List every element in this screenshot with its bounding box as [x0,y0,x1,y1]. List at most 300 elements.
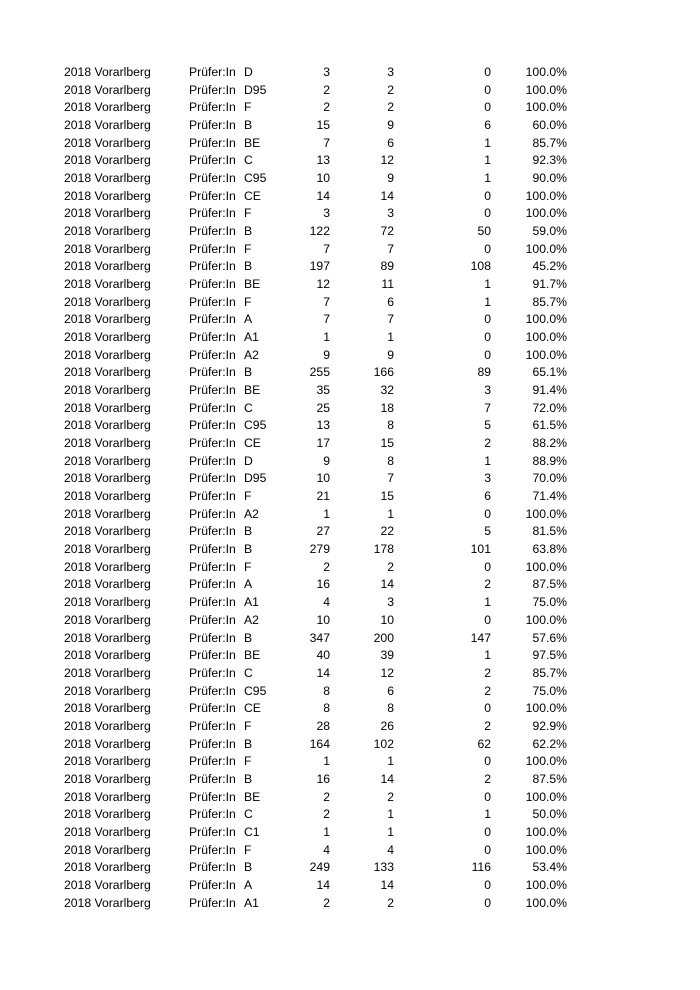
role-cell: Prüfer:In [189,542,236,557]
pass-rate-cell: 100.0% [525,241,567,256]
passed-cell: 26 [380,718,394,733]
license-class-cell: B [244,524,253,539]
license-class-cell: BE [244,135,261,150]
failed-cell: 0 [484,754,491,769]
passed-cell: 1 [387,506,394,521]
pass-rate-cell: 53.4% [532,860,567,875]
role-cell: Prüfer:In [189,188,236,203]
pass-rate-cell: 100.0% [525,701,567,716]
pass-rate-cell: 100.0% [525,789,567,804]
table-row [0,647,700,665]
total-cell: 4 [323,842,330,857]
table-row [0,506,700,524]
region-year-cell: 2018 Vorarlberg [64,171,151,186]
total-cell: 14 [316,665,330,680]
failed-cell: 0 [484,559,491,574]
failed-cell: 50 [477,224,491,239]
total-cell: 1 [323,330,330,345]
role-cell: Prüfer:In [189,559,236,574]
passed-cell: 7 [387,471,394,486]
license-class-cell: A1 [244,895,259,910]
total-cell: 255 [309,365,330,380]
failed-cell: 0 [484,895,491,910]
table-row [0,612,700,630]
pass-rate-cell: 75.0% [532,683,567,698]
total-cell: 25 [316,400,330,415]
failed-cell: 0 [484,241,491,256]
passed-cell: 32 [380,383,394,398]
passed-cell: 1 [387,754,394,769]
license-class-cell: F [244,842,252,857]
total-cell: 16 [316,577,330,592]
total-cell: 2 [323,100,330,115]
total-cell: 17 [316,436,330,451]
passed-cell: 9 [387,171,394,186]
passed-cell: 133 [373,860,394,875]
total-cell: 249 [309,860,330,875]
failed-cell: 147 [470,630,491,645]
pass-rate-cell: 88.2% [532,436,567,451]
role-cell: Prüfer:In [189,771,236,786]
role-cell: Prüfer:In [189,65,236,79]
role-cell: Prüfer:In [189,595,236,610]
failed-cell: 62 [477,736,491,751]
role-cell: Prüfer:In [189,630,236,645]
table-row [0,665,700,683]
pass-rate-cell: 100.0% [525,877,567,892]
role-cell: Prüfer:In [189,365,236,380]
passed-cell: 22 [380,524,394,539]
region-year-cell: 2018 Vorarlberg [64,65,151,79]
passed-cell: 15 [380,436,394,451]
total-cell: 10 [316,171,330,186]
region-year-cell: 2018 Vorarlberg [64,224,151,239]
total-cell: 16 [316,771,330,786]
failed-cell: 0 [484,347,491,362]
failed-cell: 5 [484,524,491,539]
license-class-cell: A1 [244,595,259,610]
role-cell: Prüfer:In [189,153,236,168]
license-class-cell: A1 [244,330,259,345]
region-year-cell: 2018 Vorarlberg [64,82,151,97]
pass-rate-cell: 61.5% [532,418,567,433]
role-cell: Prüfer:In [189,312,236,327]
license-class-cell: C1 [244,824,260,839]
table-row [0,718,700,736]
pass-rate-cell: 100.0% [525,65,567,79]
failed-cell: 2 [484,683,491,698]
total-cell: 7 [323,241,330,256]
table-row [0,771,700,789]
pass-rate-cell: 59.0% [532,224,567,239]
passed-cell: 18 [380,400,394,415]
passed-cell: 102 [373,736,394,751]
role-cell: Prüfer:In [189,701,236,716]
table-row [0,117,700,135]
region-year-cell: 2018 Vorarlberg [64,630,151,645]
table-row [0,683,700,701]
role-cell: Prüfer:In [189,789,236,804]
role-cell: Prüfer:In [189,330,236,345]
role-cell: Prüfer:In [189,171,236,186]
total-cell: 3 [323,65,330,79]
pass-rate-cell: 71.4% [532,489,567,504]
role-cell: Prüfer:In [189,683,236,698]
license-class-cell: B [244,224,253,239]
region-year-cell: 2018 Vorarlberg [64,489,151,504]
license-class-cell: A2 [244,347,259,362]
passed-cell: 14 [380,877,394,892]
total-cell: 347 [309,630,330,645]
region-year-cell: 2018 Vorarlberg [64,153,151,168]
table-row [0,82,700,100]
failed-cell: 1 [484,277,491,292]
passed-cell: 1 [387,330,394,345]
passed-cell: 1 [387,807,394,822]
table-row [0,99,700,117]
total-cell: 21 [316,489,330,504]
table-row [0,895,700,913]
license-class-cell: A [244,577,253,592]
total-cell: 27 [316,524,330,539]
failed-cell: 0 [484,206,491,221]
role-cell: Prüfer:In [189,418,236,433]
passed-cell: 10 [380,612,394,627]
passed-cell: 2 [387,82,394,97]
total-cell: 1 [323,506,330,521]
failed-cell: 0 [484,612,491,627]
license-class-cell: B [244,736,253,751]
role-cell: Prüfer:In [189,400,236,415]
table-row [0,170,700,188]
role-cell: Prüfer:In [189,383,236,398]
passed-cell: 14 [380,577,394,592]
passed-cell: 9 [387,347,394,362]
passed-cell: 11 [381,277,394,292]
failed-cell: 0 [484,82,491,97]
total-cell: 197 [309,259,330,274]
table-row [0,258,700,276]
failed-cell: 1 [484,135,491,150]
pass-rate-cell: 100.0% [525,754,567,769]
region-year-cell: 2018 Vorarlberg [64,206,151,221]
region-year-cell: 2018 Vorarlberg [64,330,151,345]
total-cell: 3 [323,206,330,221]
table-row [0,223,700,241]
total-cell: 2 [323,82,330,97]
license-class-cell: F [244,241,252,256]
license-class-cell: D95 [244,82,267,97]
failed-cell: 1 [484,171,491,186]
pass-rate-cell: 92.3% [532,153,567,168]
role-cell: Prüfer:In [189,436,236,451]
pass-rate-cell: 45.2% [532,259,567,274]
table-row [0,824,700,842]
total-cell: 8 [323,683,330,698]
passed-cell: 6 [387,683,394,698]
total-cell: 2 [323,895,330,910]
failed-cell: 1 [484,807,491,822]
pass-rate-cell: 81.5% [532,524,567,539]
total-cell: 12 [316,277,330,292]
role-cell: Prüfer:In [189,718,236,733]
license-class-cell: B [244,365,253,380]
role-cell: Prüfer:In [189,807,236,822]
license-class-cell: C [244,665,253,680]
passed-cell: 14 [380,771,394,786]
passed-cell: 14 [380,188,394,203]
pass-rate-cell: 87.5% [532,577,567,592]
region-year-cell: 2018 Vorarlberg [64,895,151,910]
pass-rate-cell: 65.1% [532,365,567,380]
pass-rate-cell: 100.0% [525,330,567,345]
license-class-cell: B [244,259,253,274]
region-year-cell: 2018 Vorarlberg [64,312,151,327]
region-year-cell: 2018 Vorarlberg [64,188,151,203]
region-year-cell: 2018 Vorarlberg [64,595,151,610]
table-row [0,594,700,612]
passed-cell: 12 [380,665,394,680]
total-cell: 2 [323,807,330,822]
table-row [0,700,700,718]
license-class-cell: C95 [244,418,267,433]
table-row [0,400,700,418]
failed-cell: 2 [484,436,491,451]
region-year-cell: 2018 Vorarlberg [64,383,151,398]
license-class-cell: BE [244,277,261,292]
data-table [0,64,700,912]
total-cell: 1 [323,824,330,839]
region-year-cell: 2018 Vorarlberg [64,824,151,839]
license-class-cell: CE [244,188,261,203]
passed-cell: 9 [387,118,394,133]
role-cell: Prüfer:In [189,577,236,592]
pass-rate-cell: 57.6% [532,630,567,645]
license-class-cell: BE [244,648,261,663]
passed-cell: 72 [380,224,394,239]
pass-rate-cell: 100.0% [525,347,567,362]
failed-cell: 0 [484,506,491,521]
total-cell: 15 [316,118,330,133]
table-row [0,630,700,648]
role-cell: Prüfer:In [189,453,236,468]
region-year-cell: 2018 Vorarlberg [64,665,151,680]
role-cell: Prüfer:In [189,754,236,769]
table-row [0,789,700,807]
pass-rate-cell: 100.0% [525,559,567,574]
region-year-cell: 2018 Vorarlberg [64,877,151,892]
region-year-cell: 2018 Vorarlberg [64,807,151,822]
table-row [0,488,700,506]
role-cell: Prüfer:In [189,206,236,221]
region-year-cell: 2018 Vorarlberg [64,259,151,274]
region-year-cell: 2018 Vorarlberg [64,771,151,786]
total-cell: 10 [316,612,330,627]
region-year-cell: 2018 Vorarlberg [64,135,151,150]
region-year-cell: 2018 Vorarlberg [64,542,151,557]
license-class-cell: A2 [244,612,259,627]
table-row [0,364,700,382]
passed-cell: 166 [373,365,394,380]
license-class-cell: B [244,118,253,133]
total-cell: 7 [323,294,330,309]
failed-cell: 0 [484,65,491,79]
pass-rate-cell: 85.7% [532,135,567,150]
region-year-cell: 2018 Vorarlberg [64,347,151,362]
pass-rate-cell: 63.8% [532,542,567,557]
total-cell: 40 [316,648,330,663]
pass-rate-cell: 85.7% [532,665,567,680]
table-row [0,453,700,471]
license-class-cell: F [244,206,252,221]
passed-cell: 7 [387,312,394,327]
license-class-cell: A2 [244,506,259,521]
pass-rate-cell: 91.7% [532,277,567,292]
passed-cell: 7 [387,241,394,256]
passed-cell: 2 [387,895,394,910]
role-cell: Prüfer:In [189,506,236,521]
pass-rate-cell: 100.0% [525,206,567,221]
role-cell: Prüfer:In [189,860,236,875]
license-class-cell: F [244,754,252,769]
passed-cell: 4 [387,842,394,857]
pass-rate-cell: 100.0% [525,824,567,839]
total-cell: 28 [316,718,330,733]
passed-cell: 8 [387,418,394,433]
failed-cell: 1 [484,153,491,168]
table-row [0,188,700,206]
license-class-cell: CE [244,701,261,716]
table-row [0,470,700,488]
total-cell: 14 [316,877,330,892]
table-row [0,523,700,541]
pass-rate-cell: 50.0% [532,807,567,822]
passed-cell: 8 [387,701,394,716]
failed-cell: 0 [484,877,491,892]
license-class-cell: C95 [244,171,267,186]
license-class-cell: D [244,65,253,79]
role-cell: Prüfer:In [189,100,236,115]
failed-cell: 3 [484,383,491,398]
license-class-cell: F [244,559,252,574]
total-cell: 122 [309,224,330,239]
region-year-cell: 2018 Vorarlberg [64,718,151,733]
pass-rate-cell: 100.0% [525,188,567,203]
total-cell: 10 [316,471,330,486]
passed-cell: 6 [387,135,394,150]
license-class-cell: B [244,542,253,557]
role-cell: Prüfer:In [189,259,236,274]
region-year-cell: 2018 Vorarlberg [64,754,151,769]
table-row [0,135,700,153]
region-year-cell: 2018 Vorarlberg [64,400,151,415]
failed-cell: 116 [471,860,491,875]
role-cell: Prüfer:In [189,736,236,751]
total-cell: 4 [323,595,330,610]
pass-rate-cell: 100.0% [525,842,567,857]
failed-cell: 0 [484,100,491,115]
total-cell: 13 [316,153,330,168]
license-class-cell: C [244,153,253,168]
table-row [0,276,700,294]
license-class-cell: B [244,630,253,645]
failed-cell: 0 [484,330,491,345]
passed-cell: 1 [387,824,394,839]
total-cell: 35 [316,383,330,398]
failed-cell: 0 [484,188,491,203]
region-year-cell: 2018 Vorarlberg [64,453,151,468]
pass-rate-cell: 72.0% [532,400,567,415]
region-year-cell: 2018 Vorarlberg [64,612,151,627]
table-row [0,64,700,82]
failed-cell: 1 [484,294,491,309]
license-class-cell: B [244,860,253,875]
passed-cell: 15 [380,489,394,504]
failed-cell: 6 [484,118,491,133]
pass-rate-cell: 100.0% [525,312,567,327]
pass-rate-cell: 85.7% [532,294,567,309]
total-cell: 2 [323,559,330,574]
total-cell: 7 [323,312,330,327]
license-class-cell: F [244,489,252,504]
license-class-cell: A [244,312,253,327]
passed-cell: 2 [387,789,394,804]
license-class-cell: B [244,771,253,786]
table-row [0,417,700,435]
passed-cell: 12 [380,153,394,168]
passed-cell: 8 [387,453,394,468]
license-class-cell: D95 [244,471,267,486]
license-class-cell: BE [244,789,261,804]
region-year-cell: 2018 Vorarlberg [64,436,151,451]
total-cell: 9 [323,453,330,468]
license-class-cell: A [244,877,253,892]
pass-rate-cell: 62.2% [532,736,567,751]
region-year-cell: 2018 Vorarlberg [64,648,151,663]
table-row [0,541,700,559]
pass-rate-cell: 90.0% [532,171,567,186]
table-row [0,347,700,365]
pass-rate-cell: 87.5% [532,771,567,786]
failed-cell: 0 [484,312,491,327]
role-cell: Prüfer:In [189,135,236,150]
table-row [0,753,700,771]
pass-rate-cell: 100.0% [525,506,567,521]
table-row [0,559,700,577]
passed-cell: 2 [387,559,394,574]
pass-rate-cell: 88.9% [532,453,567,468]
table-row [0,241,700,259]
license-class-cell: D [244,453,253,468]
region-year-cell: 2018 Vorarlberg [64,365,151,380]
region-year-cell: 2018 Vorarlberg [64,789,151,804]
table-row [0,311,700,329]
role-cell: Prüfer:In [189,294,236,309]
total-cell: 9 [323,347,330,362]
region-year-cell: 2018 Vorarlberg [64,559,151,574]
failed-cell: 0 [484,789,491,804]
region-year-cell: 2018 Vorarlberg [64,842,151,857]
role-cell: Prüfer:In [189,471,236,486]
failed-cell: 2 [484,577,491,592]
table-row [0,859,700,877]
role-cell: Prüfer:In [189,648,236,663]
table-row [0,205,700,223]
table-row [0,435,700,453]
total-cell: 14 [316,188,330,203]
role-cell: Prüfer:In [189,347,236,362]
failed-cell: 101 [470,542,491,557]
